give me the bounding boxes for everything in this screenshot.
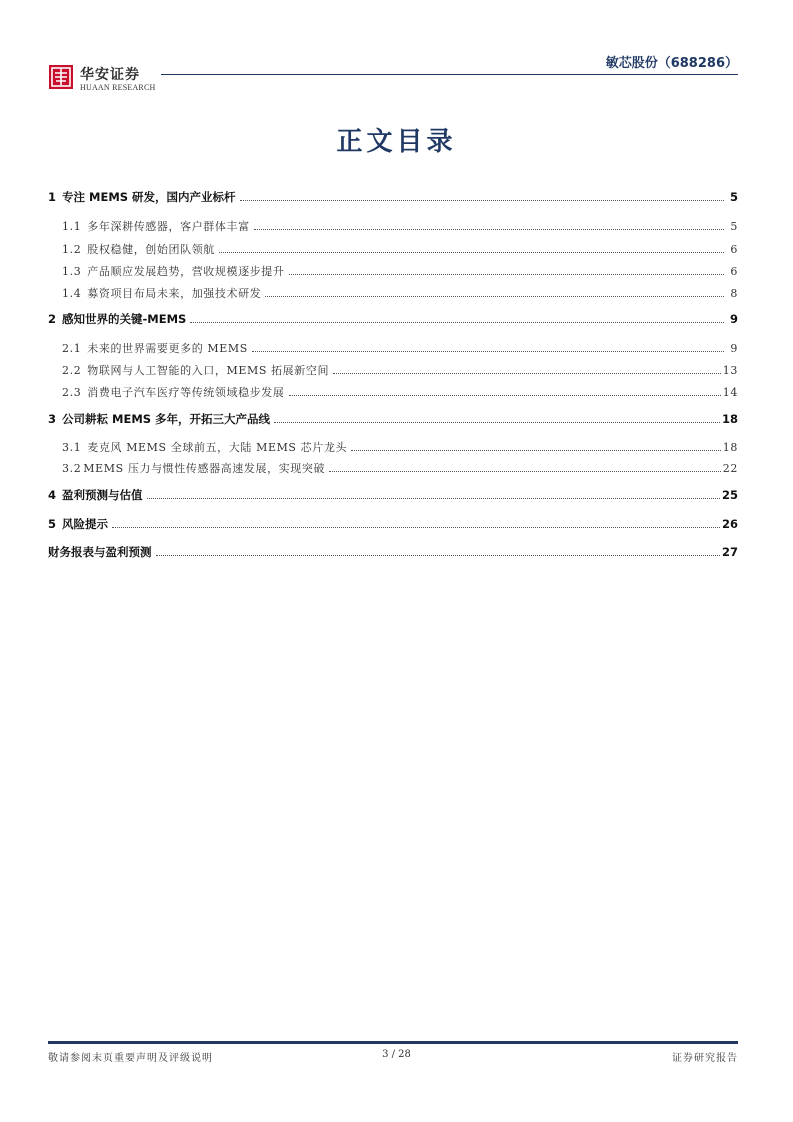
toc-title: 募资项目布局未来，加强技术研发 <box>87 287 262 300</box>
toc-page: 26 <box>721 517 738 531</box>
page-header <box>48 52 738 96</box>
toc-entry[interactable] <box>48 311 738 327</box>
toc-number: 2.3 <box>62 386 82 399</box>
toc-page: 8 <box>730 287 738 300</box>
toc-number: 1.2 <box>62 243 82 256</box>
toc-page: 14 <box>722 386 738 399</box>
toc-number: 2.2 <box>62 364 82 377</box>
toc-leader <box>190 322 724 323</box>
huaan-logo-icon <box>48 64 74 90</box>
header-divider <box>161 74 738 75</box>
logo-text-cn: 华安证券 <box>80 67 140 83</box>
toc-entry[interactable] <box>62 263 738 279</box>
toc-entry[interactable] <box>48 487 738 503</box>
toc-leader <box>351 450 721 451</box>
toc-leader <box>147 498 720 499</box>
toc-title: 物联网与人工智能的入口，MEMS 拓展新空间 <box>87 364 330 377</box>
toc-number: 3.1 <box>62 441 82 454</box>
toc-number: 1.4 <box>62 287 82 300</box>
report-type: 证券研究报告 <box>672 1053 738 1064</box>
toc-page: 6 <box>730 243 738 256</box>
toc-number: 1.3 <box>62 265 82 278</box>
toc-entry[interactable] <box>62 218 738 234</box>
logo-text-en: HUAAN RESEARCH <box>80 83 156 92</box>
toc-number: 3.2 <box>62 462 82 475</box>
toc-number: 1 <box>48 190 57 204</box>
toc-title: 财务报表与盈利预测 <box>48 545 152 559</box>
toc-page: 27 <box>721 545 738 559</box>
toc-title: 未来的世界需要更多的 MEMS <box>87 342 248 355</box>
toc-entry[interactable] <box>48 189 738 205</box>
toc-leader <box>289 395 721 396</box>
toc-entry[interactable] <box>62 362 738 378</box>
page-number: 3 / 28 <box>382 1049 411 1060</box>
toc-number: 2.1 <box>62 342 82 355</box>
toc-leader <box>289 274 725 275</box>
toc-page: 5 <box>729 190 738 204</box>
toc-title: 盈利预测与估值 <box>62 488 143 502</box>
toc-title: 产品顺应发展趋势，营收规模逐步提升 <box>87 265 285 278</box>
toc-page: 13 <box>722 364 738 377</box>
page-title: 正文目录 <box>336 127 457 157</box>
toc-entry[interactable] <box>62 460 738 476</box>
toc-leader <box>240 200 724 201</box>
toc-leader <box>252 351 724 352</box>
toc-title: 股权稳健，创始团队领航 <box>87 243 215 256</box>
toc-entry[interactable] <box>62 439 738 455</box>
toc-title: 麦克风 MEMS 全球前五，大陆 MEMS 芯片龙头 <box>87 441 348 454</box>
toc-entry[interactable] <box>62 384 738 400</box>
toc-leader <box>219 252 724 253</box>
toc-entry[interactable] <box>62 340 738 356</box>
toc-leader <box>254 229 724 230</box>
toc-title: 专注 MEMS 研发，国内产业标杆 <box>62 190 236 204</box>
toc-leader <box>156 555 720 556</box>
toc-page: 18 <box>721 412 738 426</box>
toc-number: 5 <box>48 517 57 531</box>
toc-leader <box>265 296 724 297</box>
toc-leader <box>329 471 721 472</box>
toc-entry[interactable] <box>62 241 738 257</box>
toc-title: 风险提示 <box>62 517 109 531</box>
toc-number: 2 <box>48 312 57 326</box>
toc-page: 9 <box>730 342 738 355</box>
toc-leader <box>274 422 720 423</box>
toc-number: 3 <box>48 412 57 426</box>
toc-page: 6 <box>730 265 738 278</box>
toc-leader <box>112 527 720 528</box>
toc-entry[interactable] <box>48 411 738 427</box>
footer-disclaimer: 敬请参阅末页重要声明及评级说明 <box>48 1053 213 1064</box>
toc-page: 18 <box>722 441 738 454</box>
toc-entry[interactable] <box>48 516 738 532</box>
toc-entry[interactable] <box>48 544 738 560</box>
toc-entry[interactable] <box>62 285 738 301</box>
toc-page: 9 <box>729 312 738 326</box>
toc-number: 4 <box>48 488 57 502</box>
toc-title: 多年深耕传感器，客户群体丰富 <box>87 220 250 233</box>
toc-number: 1.1 <box>62 220 82 233</box>
toc-leader <box>333 373 721 374</box>
footer-divider <box>48 1041 738 1044</box>
company-name: 敏芯股份（688286） <box>605 56 738 71</box>
toc-title: 消费电子汽车医疗等传统领域稳步发展 <box>87 386 285 399</box>
toc-page: 22 <box>722 462 738 475</box>
toc-title: 公司耕耘 MEMS 多年，开拓三大产品线 <box>62 412 271 426</box>
toc-title: 感知世界的关键-MEMS <box>62 312 187 326</box>
toc-page: 5 <box>730 220 738 233</box>
toc-title: MEMS 压力与惯性传感器高速发展，实现突破 <box>83 462 326 475</box>
toc-page: 25 <box>721 488 738 502</box>
